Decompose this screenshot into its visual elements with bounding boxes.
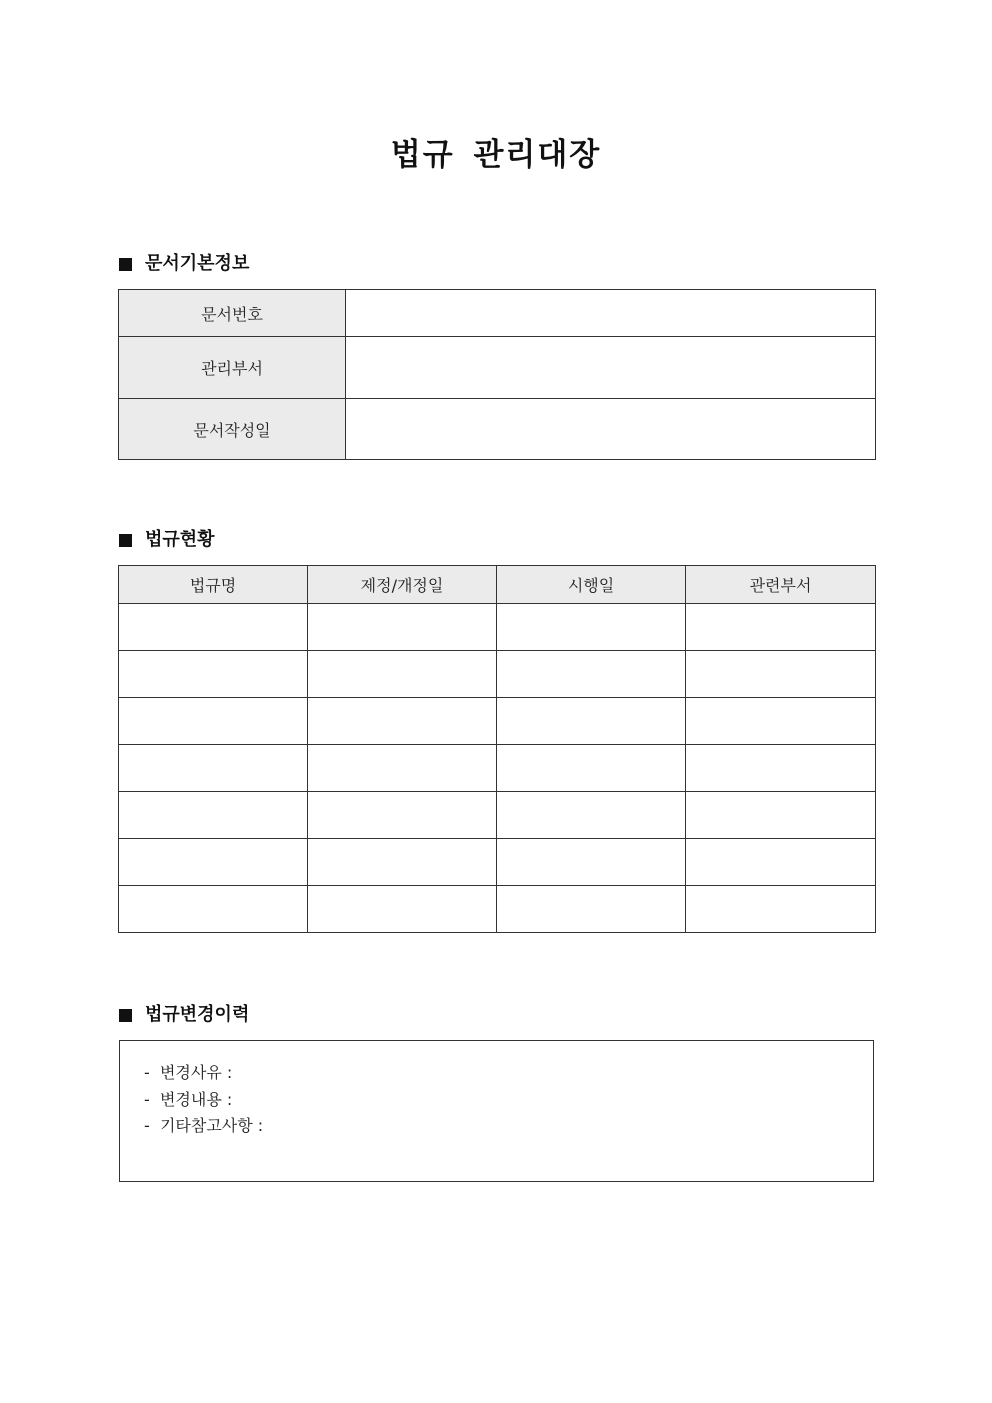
section-heading-basic-info xyxy=(119,251,249,277)
table-cell[interactable] xyxy=(119,745,308,792)
table-cell[interactable] xyxy=(308,604,497,651)
table-cell[interactable] xyxy=(308,745,497,792)
table-row xyxy=(119,745,876,792)
creation-date-field[interactable] xyxy=(346,399,876,460)
table-cell[interactable] xyxy=(686,839,876,886)
basic-info-row xyxy=(119,337,876,399)
table-cell[interactable] xyxy=(119,604,308,651)
table-cell[interactable] xyxy=(686,651,876,698)
table-cell[interactable] xyxy=(119,886,308,933)
table-cell[interactable] xyxy=(119,839,308,886)
basic-info-row xyxy=(119,290,876,337)
managing-department-field[interactable] xyxy=(346,337,876,399)
square-bullet-icon xyxy=(119,1009,132,1022)
table-cell[interactable] xyxy=(119,698,308,745)
column-header-regulation-name: 법규명 xyxy=(119,566,308,604)
section-heading-label: 법규현황 xyxy=(145,529,215,550)
other-notes-line: - 기타참고사항 : xyxy=(144,1116,264,1135)
table-header-row xyxy=(119,566,876,604)
column-header-enactment-date: 제정/개정일 xyxy=(308,566,497,604)
table-cell[interactable] xyxy=(686,792,876,839)
table-cell[interactable] xyxy=(308,839,497,886)
managing-department-label: 관리부서 xyxy=(119,337,346,399)
table-cell[interactable] xyxy=(119,651,308,698)
table-cell[interactable] xyxy=(497,651,686,698)
column-header-effective-date: 시행일 xyxy=(497,566,686,604)
regulation-status-table xyxy=(118,565,876,933)
table-cell[interactable] xyxy=(308,792,497,839)
change-reason-line: - 변경사유 : xyxy=(144,1063,233,1082)
table-cell[interactable] xyxy=(497,698,686,745)
document-number-field[interactable] xyxy=(346,290,876,337)
table-cell[interactable] xyxy=(686,698,876,745)
table-cell[interactable] xyxy=(686,886,876,933)
basic-info-table xyxy=(118,289,876,460)
table-row xyxy=(119,651,876,698)
table-row xyxy=(119,792,876,839)
table-row xyxy=(119,604,876,651)
section-heading-label: 문서기본정보 xyxy=(145,253,250,274)
table-cell[interactable] xyxy=(497,839,686,886)
table-cell[interactable] xyxy=(497,604,686,651)
square-bullet-icon xyxy=(119,534,132,547)
section-heading-status xyxy=(119,527,215,553)
table-row xyxy=(119,698,876,745)
column-header-related-department: 관련부서 xyxy=(686,566,876,604)
table-cell[interactable] xyxy=(308,651,497,698)
table-cell[interactable] xyxy=(686,604,876,651)
section-heading-history xyxy=(119,1002,249,1028)
table-cell[interactable] xyxy=(119,792,308,839)
page-title: 법규 관리대장 xyxy=(390,137,602,173)
basic-info-row xyxy=(119,399,876,460)
table-cell[interactable] xyxy=(497,792,686,839)
table-row xyxy=(119,886,876,933)
table-cell[interactable] xyxy=(686,745,876,792)
table-cell[interactable] xyxy=(308,698,497,745)
creation-date-label: 문서작성일 xyxy=(119,399,346,460)
change-history-box[interactable] xyxy=(119,1040,874,1182)
table-cell[interactable] xyxy=(497,886,686,933)
table-cell[interactable] xyxy=(497,745,686,792)
table-row xyxy=(119,839,876,886)
section-heading-label: 법규변경이력 xyxy=(145,1004,250,1025)
document-number-label: 문서번호 xyxy=(119,290,346,337)
change-content-line: - 변경내용 : xyxy=(144,1089,233,1109)
table-cell[interactable] xyxy=(308,886,497,933)
square-bullet-icon xyxy=(119,258,132,271)
